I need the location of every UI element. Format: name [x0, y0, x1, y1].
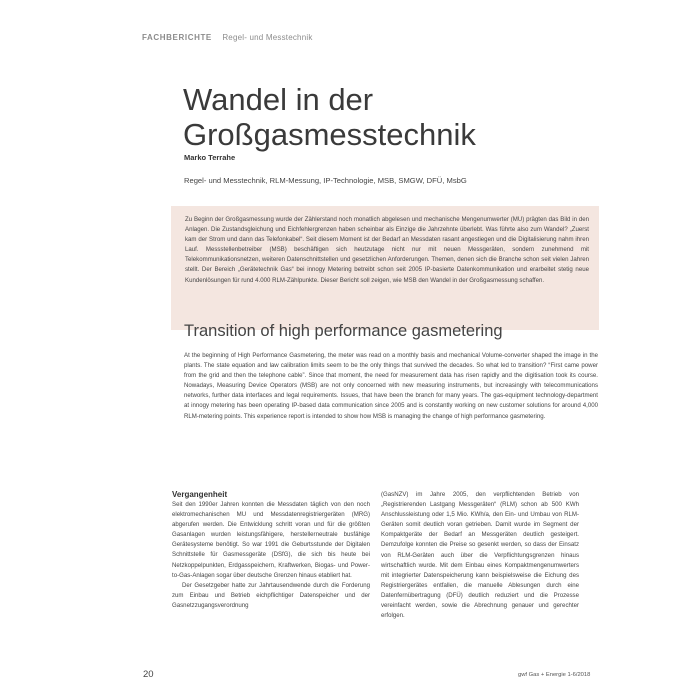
page-number: 20	[143, 669, 154, 680]
keywords-line: Regel- und Messtechnik, RLM-Messung, IP-Technologie, MSB, SMGW, DFÜ, MsbG	[184, 176, 467, 185]
body-paragraph: Der Gesetzgeber hatte zur Jahrtausendwende durch die Forderung zum Einbau und Betrieb eichpflichtiger Datenspeicher und der Gasnetzzugangsverordnung	[172, 581, 370, 609]
section-subcategory: Regel- und Messtechnik	[222, 33, 313, 42]
body-paragraph: Seit den 1990er Jahren konnten die Messdaten täglich von den noch elektromechanischen MU und Messdatenregistriergeräten (MRG) abgerufen werden. Die Entwicklung schritt voran und für die größten Gasanlagen wurden leistungsfähigere, herstellerneutrale busfähige Gerätesysteme benötigt. So war 1991 die Geburtsstunde der Digitalen Schnittstelle für Gasmessgeräte (DSfG), die sich bis heute bei Netzkoppelpunkten, Erdgasspeichern, Kraftwerken, Biogas- und Power-to-Gas-Anlagen sogar über deutsche Grenzen hinaus etabliert hat.	[172, 501, 370, 579]
publication-footer: gwf Gas + Energie 1-6/2018	[518, 672, 591, 678]
author-name: Marko Terrahe	[184, 153, 236, 162]
section-heading: Vergangenheit	[172, 490, 228, 499]
body-column-left	[172, 490, 370, 611]
article-title-line-2: Großgasmesstechnik	[183, 117, 476, 152]
english-summary: At the beginning of High Performance Gasmetering, the meter was read on a monthly basis and mechanical Volume-converter shaped the image in the plants. The state equation and law calibration limits seem to be the only things that survived the decades. So what led to transition? “First came power from the grid and then the telephone cable”. Since that moment, the need for measurement data has risen rapidly and the digitisation took its course. Nowadays, Measuring Device Operators (MSB) are not only concerned with new measuring instruments, but increasingly with telecommunications networks, further data interfaces and legal requirements. Issues, that have been the branch for many years. The gas-equipment technology-department at innogy metering has been operating IP-based data communication since 2005 and is constantly working on new customer solutions for around 4,000 RLM-metering points. This experience report is intended to show how MSB is managing the change of high performance gasmetering.	[184, 352, 598, 420]
running-header	[142, 33, 313, 42]
abstract-text: Zu Beginn der Großgasmessung wurde der Zählerstand noch monatlich abgelesen und mechanische Mengenumwerter (MU) prägten das Bild in den Anlagen. Die Zustandsgleichung und Eichfehlergrenzen haben scheinbar als Einzige die Jahrzehnte überlebt. Was führte also zum Wandel? „Zuerst kam der Strom und dann das Telefonkabel“. Seit diesem Moment ist der Bedarf an Messdaten rasant angestiegen und die Digitalisierung nahm ihren Lauf. Messstellenbetreiber (MSB) beschäftigen sich heutzutage nicht nur mit neuen Messgeräten, sondern zunehmend mit Telekommunikationsnetzen, weiteren Datenschnittstellen und gesetzlichen Anforderungen. Themen, denen sich die Branche schon seit vielen Jahren stellt. Der Bereich „Gerätetechnik Gas“ bei innogy Metering betreibt schon seit 2005 IP-basierte Datenkommunikation und erarbeitet stetig neue Kundenlösungen für rund 4.000 RLM-Zählpunkte. Dieser Bericht soll zeigen, wie MSB den Wandel in der Großgasmessung schaffen.	[185, 216, 589, 284]
article-title	[183, 82, 476, 152]
article-title-line-1: Wandel in der	[183, 82, 374, 117]
section-category: FACHBERICHTE	[142, 33, 212, 42]
english-heading: Transition of high performance gasmetering	[184, 322, 503, 340]
body-column-right	[381, 490, 579, 621]
body-paragraph: (GasNZV) im Jahre 2005, den verpflichtenden Betrieb von „Registrierenden Lastgang Messgeräten“ (RLM) schon ab 500 KWh Anschlussleistung oder 1,5 Mio. KWh/a, den Ein- und Umbau von RLM-Geräten somit deutlich voran getrieben. Damit wurde im Segment der Kompaktgeräte der Bedarf an Messgeräten deutlich gesteigert. Demzufolge konnten die Preise so gesenkt werden, so dass der Einsatz von RLM-Geräten auch über die Verpflichtungsgrenzen hinaus wirtschaftlich wurde. Mit dem Einbau eines Kompaktmengenumwerters mit integrierter Datenspeicherung kann beispielsweise die Eichung des Registriergerätes entfallen, die manuelle Ablesungen durch eine Datenfernübertragung (DFÜ) deutlich reduziert und die Prozesse vereinfacht werden, sowie die Abrechnung genauer und gerechter erfolgen.	[381, 491, 579, 620]
abstract-box	[171, 206, 599, 330]
